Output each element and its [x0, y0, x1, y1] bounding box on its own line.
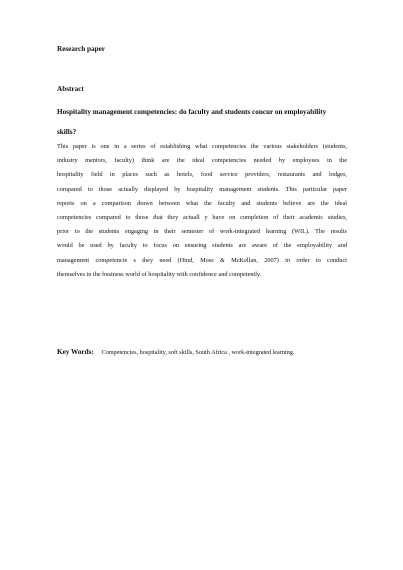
abstract-line: themselves in the business world of hospitality with confidence and competently. — [57, 270, 262, 278]
abstract-line: prior to the students engaging in their semester of work-integrated learning (WIL). The results — [57, 228, 347, 236]
abstract-line: reports on a comparison drawn between what the faculty and students believe are the ideal — [57, 199, 347, 207]
keywords-line — [57, 346, 294, 359]
paper-title — [57, 102, 357, 142]
document-type-label: Research paper — [57, 45, 105, 53]
abstract-line: industry mentors, faculty) think are the ideal competencies needed by employees in the — [57, 157, 347, 165]
abstract-line: would be used by faculty to focus on ensuring students are aware of the employability and — [57, 242, 347, 250]
keywords-text: Competencies, hospitality, soft skills, South Africa , work-integrated learning. — [101, 349, 295, 356]
abstract-body — [57, 140, 347, 282]
paper-title-line: Hospitality management competencies: do faculty and students concur on employability — [57, 108, 327, 116]
abstract-heading: Abstract — [57, 85, 84, 93]
keywords-label: Key Words: — [57, 348, 94, 356]
abstract-line: competencies compared to those that they actuall y have on completion of their academic studies, — [57, 213, 347, 221]
abstract-line: compared to those actually displayed by hospitality management students. This particular paper — [57, 185, 347, 193]
abstract-line: hospitality field in places such as hotels, food service providers, restaurants and lodges, — [57, 171, 347, 179]
abstract-line: This paper is one in a series of establishing what competencies the various stakeholders (students, — [57, 143, 347, 150]
paper-title-line: skills? — [57, 128, 77, 136]
abstract-line: management competencie s they need (Hind, Moss & McKellan, 2007) in order to conduct — [57, 256, 347, 264]
